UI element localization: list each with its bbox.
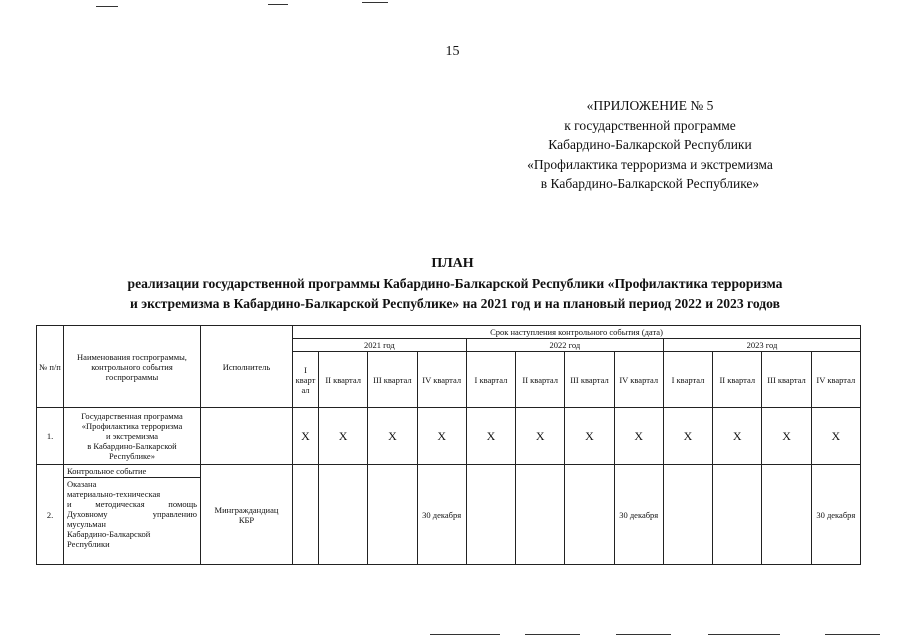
row-executor [201,408,293,465]
scan-mark-bottom-5 [825,634,880,635]
row-name-line: Республики [67,539,110,549]
header-quarter-line: ал [301,384,310,395]
row-value: X [516,408,565,465]
row-name-line: и экстремизма [105,431,159,441]
header-quarter-line: I [304,364,307,375]
header-year-2021: 2021 год [293,339,467,352]
header-quarter: III квартал [565,352,614,408]
row-value: X [565,408,614,465]
row-name-line: Оказана [67,479,97,489]
plan-subtitle [60,274,850,314]
header-quarter: IV квартал [417,352,466,408]
appendix-line: «ПРИЛОЖЕНИЕ № 5 [586,98,714,113]
scan-mark-top-1 [96,6,118,7]
row-name-line: Республике» [109,451,155,461]
header-quarter: III квартал [368,352,417,408]
appendix-header [485,96,815,194]
header-quarter: IV квартал [614,352,663,408]
scan-mark-top-2 [268,4,288,5]
row-name-line: Кабардино-Балкарской [67,529,151,539]
row-value [466,465,515,565]
row-value: X [368,408,417,465]
header-deadline: Срок наступления контрольного события (дата) [293,326,861,339]
row-value: X [614,408,663,465]
header-quarter [293,352,319,408]
header-quarter: II квартал [319,352,368,408]
row-name-line: мусульман [67,519,106,529]
table-row [37,408,861,465]
header-year-2023: 2023 год [663,339,860,352]
control-event-label: Контрольное событие [64,465,200,478]
scan-mark-bottom-4 [708,634,780,635]
header-quarter: I квартал [663,352,712,408]
row-value [516,465,565,565]
row-value: X [713,408,762,465]
row-value [713,465,762,565]
row-executor-line: Минграждандиац [214,504,279,515]
row-executor-line: КБР [238,514,255,525]
row-value [293,465,319,565]
row-value: X [762,408,811,465]
row-value: X [466,408,515,465]
row-name-line: в Кабардино-Балкарской [87,441,177,451]
row-value [565,465,614,565]
plan-table [36,325,861,565]
scan-mark-bottom-2 [525,634,580,635]
row-value [762,465,811,565]
header-name: Наименования госпрограммы, контрольного события госпрограммы [64,326,201,408]
row-name-line: Духовному управлению [67,509,197,519]
row-value [319,465,368,565]
row-value: X [663,408,712,465]
row-name [64,408,201,465]
appendix-line: в Кабардино-Балкарской Республике» [540,176,760,191]
header-row-deadline [37,326,861,339]
control-event-text [64,478,200,550]
row-value: 30 декабря [811,465,860,565]
row-executor [201,465,293,565]
header-executor: Исполнитель [201,326,293,408]
row-value: X [319,408,368,465]
row-name [64,465,201,565]
plan-subtitle-line: и экстремизма в Кабардино-Балкарской Республике» на 2021 год и на плановый период 2022 и 2023 годов [130,296,780,311]
header-quarter: II квартал [516,352,565,408]
appendix-line: Кабардино-Балкарской Республики [548,137,752,152]
scan-mark-bottom-1 [430,634,500,635]
row-name-line: Государственная программа [81,411,183,421]
table-row [37,465,861,565]
appendix-line: к государственной программе [564,117,736,133]
row-value: X [811,408,860,465]
header-quarter: III квартал [762,352,811,408]
row-value: X [293,408,319,465]
row-value [663,465,712,565]
row-name-line: и методическая помощь [67,499,197,509]
appendix-line: «Профилактика терроризма и экстремизма [527,156,773,172]
header-quarter: I квартал [466,352,515,408]
row-name-line: «Профилактика терроризма [81,421,183,431]
row-num: 1. [37,408,64,465]
page-number: 15 [445,44,460,59]
scan-mark-top-3 [362,2,388,3]
header-quarter: IV квартал [811,352,860,408]
plan-subtitle-line: реализации государственной программы Кабардино-Балкарской Республики «Профилактика терроризма [127,276,783,291]
scan-mark-bottom-3 [616,634,671,635]
row-num: 2. [37,465,64,565]
plan-title: ПЛАН [431,256,474,271]
header-year-2022: 2022 год [466,339,663,352]
row-value: 30 декабря [417,465,466,565]
header-quarter-line: кварт [295,374,316,385]
row-name-line: материально-техническая [67,489,161,499]
header-num: № п/п [37,326,64,408]
row-value: X [417,408,466,465]
header-quarter: II квартал [713,352,762,408]
row-value: 30 декабря [614,465,663,565]
row-value [368,465,417,565]
